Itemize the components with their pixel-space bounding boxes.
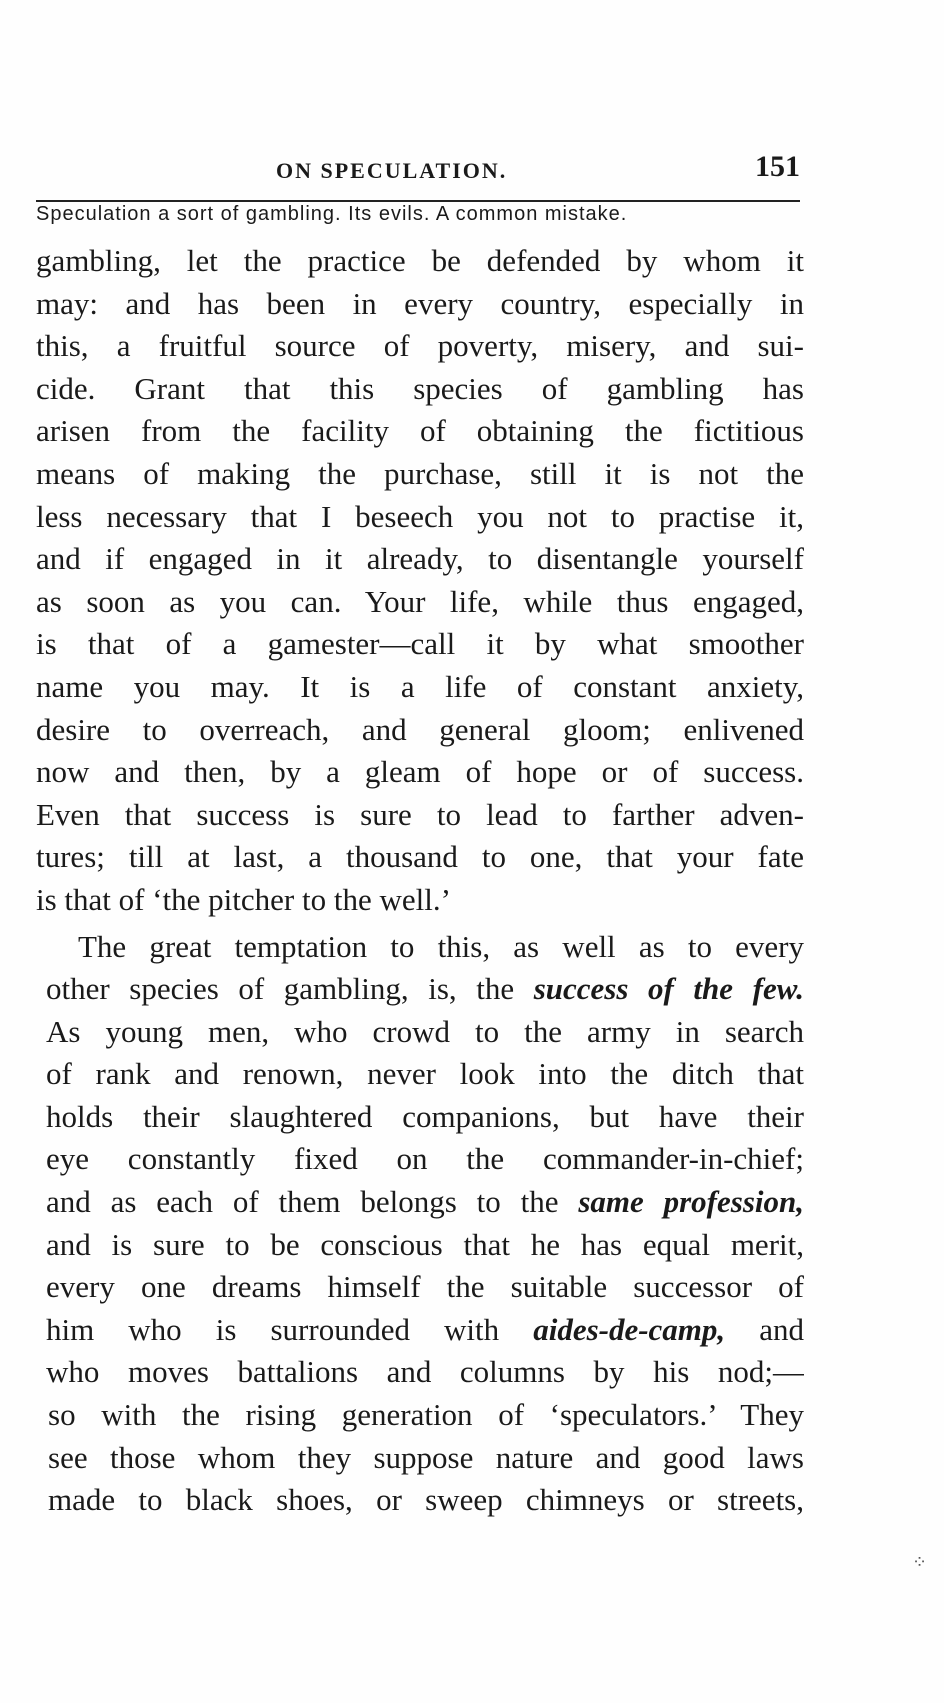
- running-head: [36, 150, 800, 192]
- text-line: [36, 1181, 804, 1224]
- text-segment: and as each of them belongs to the: [46, 1184, 579, 1220]
- text-line: is that of a gamester—call it by what smoother: [36, 626, 804, 662]
- text-line: The great temptation to this, as well as to every: [78, 928, 804, 964]
- running-title: ON SPECULATION.: [276, 158, 508, 183]
- text-line: Even that success is sure to lead to farther adven-: [36, 796, 804, 832]
- text-segment: and: [725, 1311, 804, 1347]
- text-line: is that of ‘the pitcher to the well.’: [36, 881, 451, 917]
- text-line: may: and has been in every country, especially in: [36, 285, 804, 321]
- header-rule: [36, 200, 800, 202]
- text-line: name you may. It is a life of constant anxiety,: [36, 668, 804, 704]
- italic-phrase: same profession,: [578, 1184, 804, 1220]
- text-line: this, a fruitful source of poverty, misery, and sui-: [36, 328, 804, 364]
- text-line: tures; till at last, a thousand to one, that your fate: [36, 839, 804, 875]
- text-line: less necessary that I beseech you not to practise it,: [36, 498, 804, 534]
- text-line: arisen from the facility of obtaining the fictitious: [36, 413, 804, 449]
- text-line: so with the rising generation of ‘speculators.’ They: [48, 1397, 804, 1433]
- paragraph-2: [36, 926, 804, 1522]
- text-segment: other species of gambling, is, the: [46, 971, 534, 1007]
- text-line: [36, 1309, 804, 1352]
- text-line: holds their slaughtered companions, but have their: [46, 1098, 804, 1134]
- text-line: and if engaged in it already, to disentangle yourself: [36, 541, 804, 577]
- text-line: of rank and renown, never look into the ditch that: [46, 1056, 804, 1092]
- italic-phrase: aides-de-camp,: [533, 1311, 726, 1347]
- text-line: every one dreams himself the suitable successor of: [46, 1269, 804, 1305]
- text-line: cide. Grant that this species of gambling has: [36, 370, 804, 406]
- text-line: see those whom they suppose nature and good laws: [48, 1439, 804, 1475]
- text-line: gambling, let the practice be defended by whom it: [36, 243, 804, 278]
- text-line: made to black shoes, or sweep chimneys or streets,: [48, 1482, 804, 1518]
- paragraph-1: [36, 240, 804, 922]
- text-line: eye constantly fixed on the commander-in-chief;: [46, 1141, 804, 1177]
- text-line: and is sure to be conscious that he has equal merit,: [46, 1226, 804, 1262]
- section-subtitle: Speculation a sort of gambling. Its evils. A common mistake.: [36, 203, 628, 225]
- body-text: [36, 240, 804, 1522]
- text-line: who moves battalions and columns by his nod;—: [46, 1354, 804, 1390]
- text-line: As young men, who crowd to the army in search: [46, 1013, 804, 1049]
- paper-speck: ⁘: [912, 1552, 928, 1572]
- text-line: now and then, by a gleam of hope or of success.: [36, 754, 804, 790]
- italic-phrase: success of the few.: [533, 971, 804, 1007]
- text-line: desire to overreach, and general gloom; enlivened: [36, 711, 804, 747]
- text-segment: him who is surrounded with: [46, 1311, 534, 1347]
- text-line: as soon as you can. Your life, while thus engaged,: [36, 583, 804, 619]
- page-number: 151: [755, 150, 800, 183]
- text-line: [36, 968, 804, 1011]
- text-line: means of making the purchase, still it is not the: [36, 455, 804, 491]
